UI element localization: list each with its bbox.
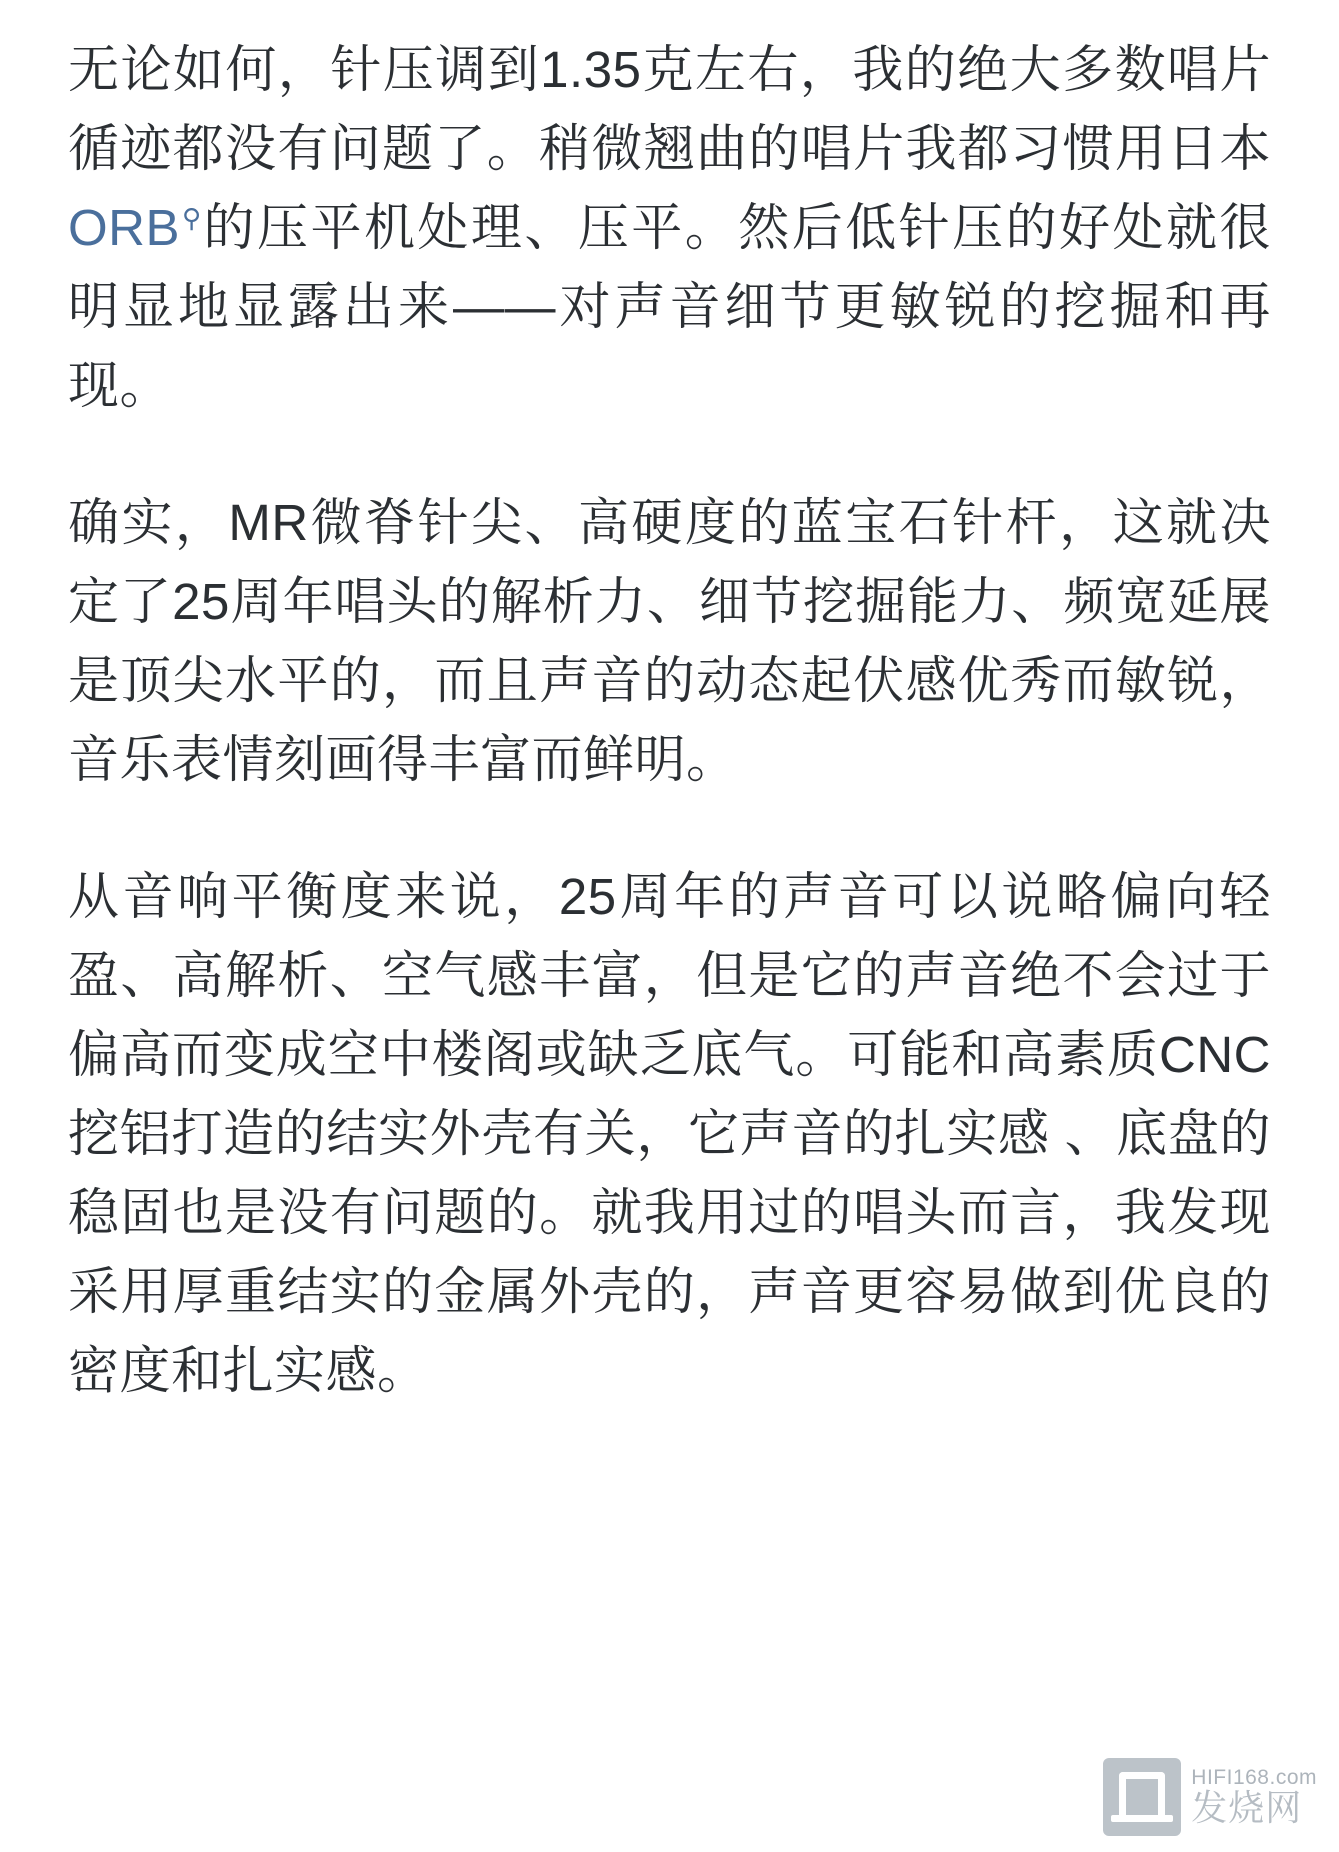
- orb-link-label: ORB: [68, 199, 181, 256]
- orb-link[interactable]: [68, 199, 202, 256]
- watermark-domain: HIFI168.com: [1191, 1766, 1317, 1790]
- watermark-text: [1191, 1767, 1317, 1827]
- paragraph-3: 从音响平衡度来说，25周年的声音可以说略偏向轻盈、高解析、空气感丰富，但是它的声音绝不会过于偏高而变成空中楼阁或缺乏底气。可能和高素质CNC挖铝打造的结实外壳有关，它声音的扎实感 、底盘的稳固也是没有问题的。就我用过的唱头而言，我发现采用厚重结实的金属外壳的，声音更容易做到优良的密度和扎实感。: [68, 868, 1271, 1399]
- paragraph-1-text-before-link: 无论如何，针压调到1.35克左右，我的绝大多数唱片循迹都没有问题了。稍微翘曲的唱片我都习惯用日本: [68, 41, 1271, 177]
- search-icon: ⚲: [182, 203, 202, 233]
- paragraph-2: 确实，MR微脊针尖、高硬度的蓝宝石针杆，这就决定了25周年唱头的解析力、细节挖掘能力、频宽延展是顶尖水平的，而且声音的动态起伏感优秀而敏锐，音乐表情刻画得丰富而鲜明。: [68, 494, 1271, 788]
- paragraph-1: [68, 30, 1271, 425]
- watermark-name: 发烧网: [1191, 1787, 1303, 1829]
- watermark: [1103, 1758, 1317, 1836]
- paragraph-1-text-after-link: 的压平机处理、压平。然后低针压的好处就很明显地显露出来——对声音细节更敏锐的挖掘和再现。: [68, 199, 1271, 414]
- hifi-logo-icon: [1103, 1758, 1181, 1836]
